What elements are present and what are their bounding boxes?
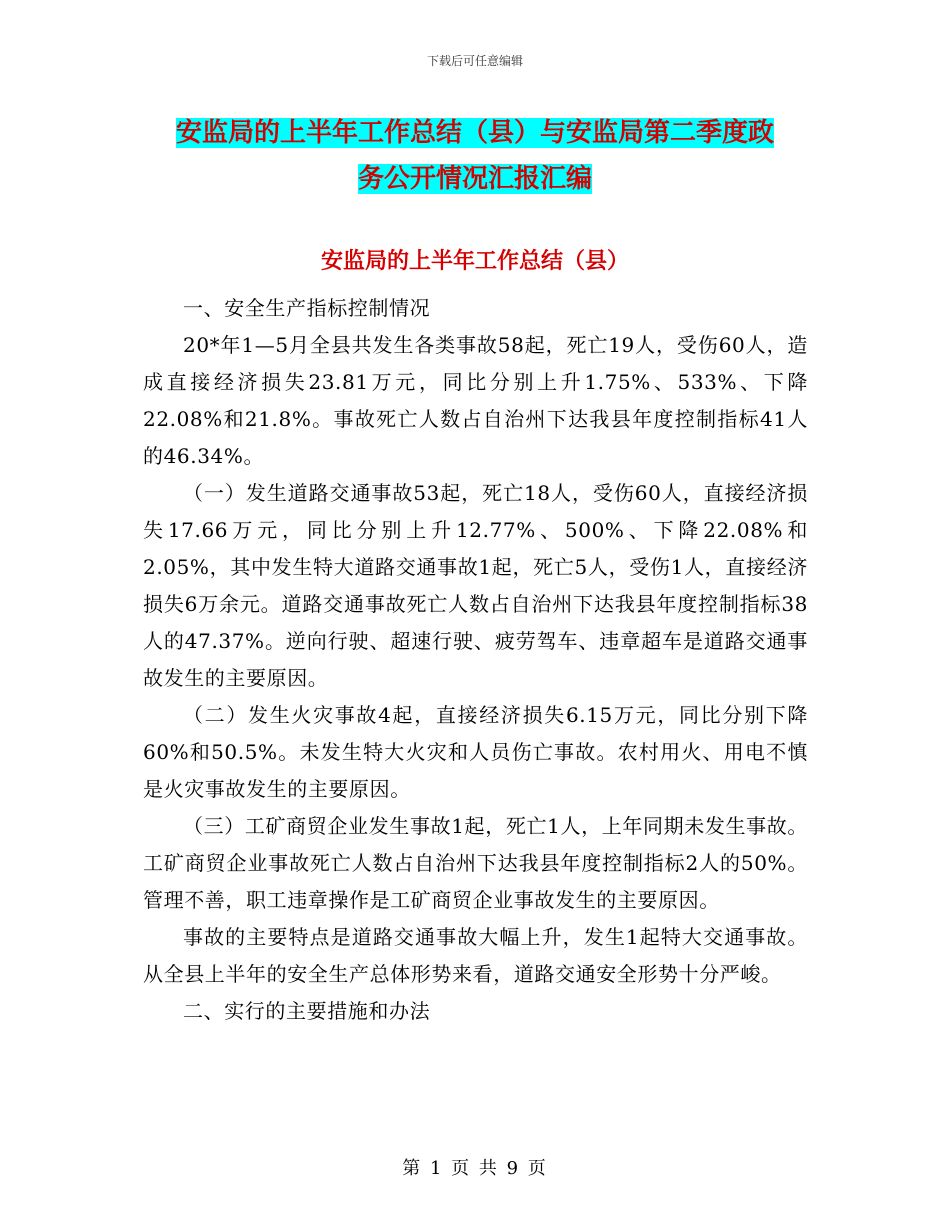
paragraph: 一、安全生产指标控制情况 <box>183 296 431 320</box>
paragraph: （三）工矿商贸企业发生事故1起，死亡1人，上年同期未发生事故。工矿商贸企业事故死亡人数占自治州下达我县年度控制指标2人的50%。管理不善，职工违章操作是工矿商贸企业事故发生的主要原因。 <box>143 814 808 912</box>
paragraph: （二）发生火灾事故4起，直接经济损失6.15万元，同比分别下降60%和50.5%。未发生特大火灾和人员伤亡事故。农村用火、用电不慎是火灾事故发生的主要原因。 <box>143 703 808 801</box>
paragraph: （一）发生道路交通事故53起，死亡18人，受伤60人，直接经济损失17.66万元，同比分别上升12.77%、500%、下降22.08%和2.05%，其中发生特大道路交通事故1起，死亡5人，受伤1人，直接经济损失6万余元。道路交通事故死亡人数占自治州下达我县年度控制指标38人的47.37%。逆向行驶、超速行驶、疲劳驾车、违章超车是道路交通事故发生的主要原因。 <box>143 481 808 690</box>
section-title: 安监局的上半年工作总结（县） <box>320 249 629 274</box>
paragraph: 20*年1—5月全县共发生各类事故58起，死亡19人，受伤60人，造成直接经济损失23.81万元，同比分别上升1.75%、533%、下降22.08%和21.8%。事故死亡人数占自治州下达我县年度控制指标41人的46.34%。 <box>143 333 808 468</box>
document-title <box>140 110 810 202</box>
header-note: 下载后可任意编辑 <box>426 54 523 68</box>
paragraph: 事故的主要特点是道路交通事故大幅上升，发生1起特大交通事故。从全县上半年的安全生产总体形势来看，道路交通安全形势十分严峻。 <box>143 925 808 986</box>
title-line-1: 安监局的上半年工作总结（县）与安监局第二季度政 <box>175 118 774 148</box>
page-number-footer: 第 1 页 共 9 页 <box>402 1158 548 1179</box>
title-line-2: 务公开情况汇报汇编 <box>357 164 592 194</box>
document-body <box>143 290 808 1030</box>
paragraph: 二、实行的主要措施和办法 <box>183 999 431 1023</box>
